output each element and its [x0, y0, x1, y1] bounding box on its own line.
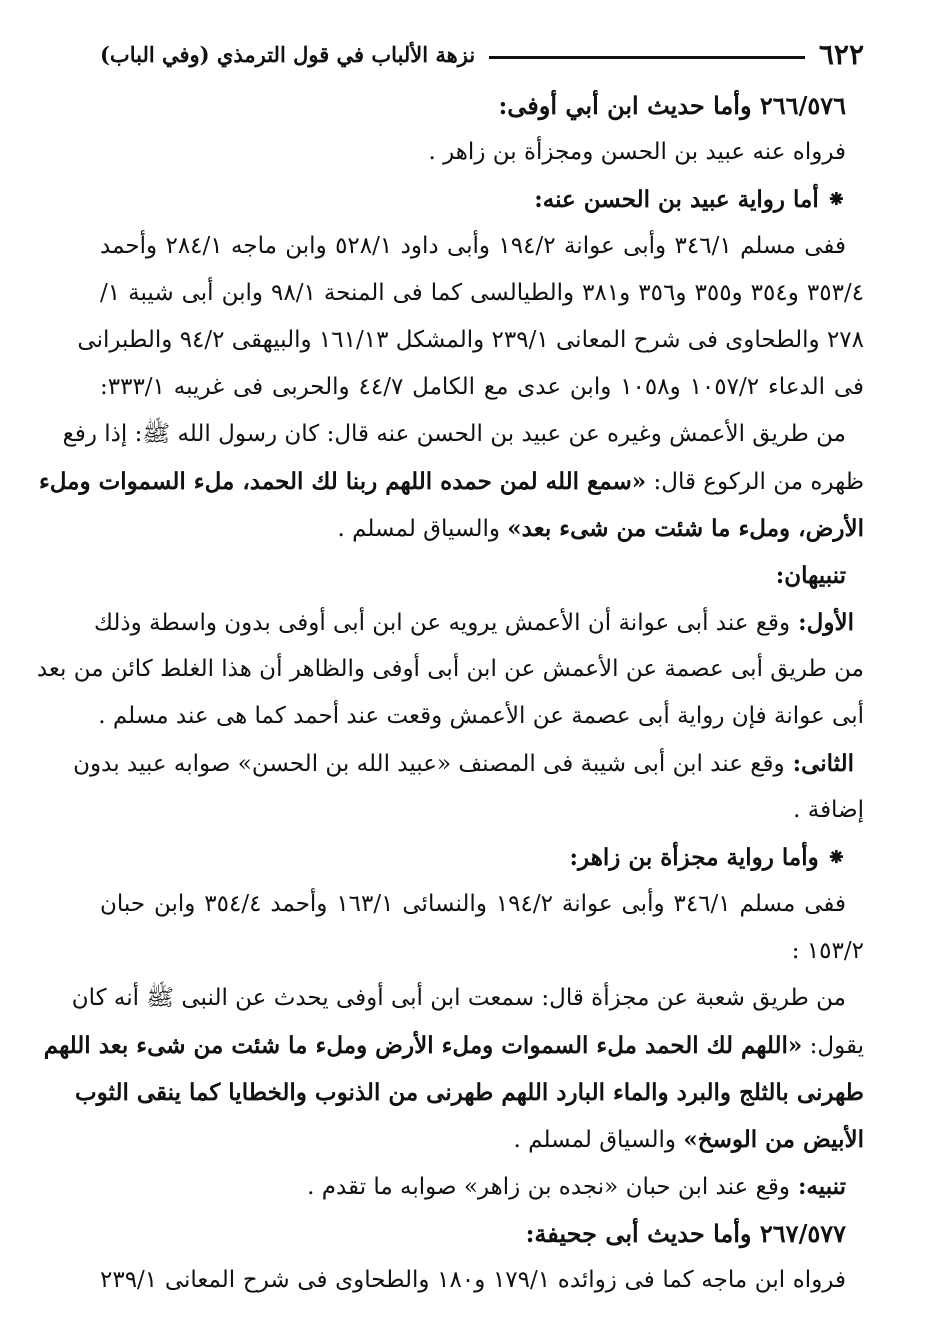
bold-text: الأول:	[790, 609, 854, 636]
bold-text: الأبيض من الوسخ»	[683, 1126, 864, 1153]
text-line: من طريق أبى عصمة عن الأعمش عن ابن أبى أوفى والظاهر أن هذا الغلط كائن من بعد	[36, 656, 864, 682]
text-line: فرواه عنه عبيد بن الحسن ومجزأة بن زاهر .	[428, 139, 846, 165]
bold-text: «سمع الله لمن حمده اللهم ربنا لك الحمد، ملء السموات وملء	[38, 468, 647, 495]
text-line: من طريق الأعمش وغيره عن عبيد بن الحسن عنه قال: كان رسول الله ﷺ: إذا رفع	[62, 421, 846, 447]
page-header	[100, 34, 864, 74]
text-line: ١٥٣/٢ :	[791, 938, 864, 964]
subsection-heading: تنبيهان:	[775, 562, 846, 589]
text-span: وقع عند أبى عوانة أن الأعمش يرويه عن ابن أبى أوفى بدون واسطة وذلك	[93, 610, 791, 636]
text-line	[100, 505, 864, 552]
bold-text: الثانى:	[784, 750, 854, 777]
subsection-heading: ⁕ وأما رواية مجزأة بن زاهر:	[569, 844, 846, 871]
text-line	[100, 1163, 864, 1210]
text-line	[100, 1116, 864, 1163]
text-line: فرواه ابن ماجه كما فى زوائده ١٧٩/١ و١٨٠ والطحاوى فى شرح المعانى ٢٣٩/١	[100, 1267, 846, 1293]
text-line: ففى مسلم ٣٤٦/١ وأبى عوانة ١٩٤/٢ والنسائى ١٦٣/١ وأحمد ٣٥٤/٤ وابن حبان	[100, 891, 847, 917]
text-line: من طريق شعبة عن مجزأة قال: سمعت ابن أبى أوفى يحدث عن النبى ﷺ أنه كان	[71, 985, 846, 1011]
text-span: والسياق لمسلم .	[337, 516, 508, 542]
text-line	[38, 458, 864, 505]
bold-text: الأرض، وملء ما شئت من شىء بعد»	[507, 515, 864, 542]
page-body	[36, 82, 865, 1304]
text-span: وقع عند ابن أبى شيبة فى المصنف «عبيد الله بن الحسن» صوابه عبيد بدون	[73, 751, 785, 777]
page-number: ٦٢٢	[818, 37, 864, 71]
running-title: نزهة الألباب في قول الترمذي (وفي الباب)	[100, 41, 476, 67]
bold-text: «اللهم لك الحمد ملء السموات وملء الأرض وملء ما شئت من شىء بعد اللهم	[43, 1032, 803, 1059]
text-line	[43, 1022, 864, 1069]
text-line: ٣٥٣/٤ و٣٥٤ و٣٥٥ و٣٥٦ و٣٨١ والطيالسى كما فى المنحة ٩٨/١ وابن أبى شيبة ١/	[100, 280, 865, 306]
text-line	[93, 599, 864, 646]
text-span: ظهره من الركوع قال:	[646, 469, 864, 495]
text-line: طهرنى بالثلج والبرد والماء البارد اللهم طهرنى من الذنوب والخطايا كما ينقى الثوب	[74, 1079, 864, 1106]
text-line: إضافة .	[793, 797, 864, 823]
section-heading: ٢٦٧/٥٧٧ وأما حديث أبى جحيفة:	[525, 1219, 846, 1248]
bold-text: تنبيه:	[789, 1173, 846, 1200]
text-line: أبى عوانة فإن رواية أبى عصمة عن الأعمش وقعت عند أحمد كما هى عند مسلم .	[98, 703, 864, 729]
text-line: ٢٧٨ والطحاوى فى شرح المعانى ٢٣٩/١ والمشكل ١٦١/١٣ والبيهقى ٩٤/٢ والطبرانى	[77, 327, 864, 353]
text-line	[73, 740, 864, 787]
header-rule	[489, 56, 805, 59]
text-span: وقع عند ابن حبان «نجده بن زاهر» صوابه ما تقدم .	[307, 1174, 790, 1200]
subsection-heading: ⁕ أما رواية عبيد بن الحسن عنه:	[534, 186, 846, 213]
text-line: فى الدعاء ١٠٥٧/٢ و١٠٥٨ وابن عدى مع الكامل ٤٤/٧ والحربى فى غريبه ٣٣٣/١:	[100, 374, 864, 400]
text-span: يقول:	[802, 1033, 864, 1059]
section-heading: ٢٦٦/٥٧٦ وأما حديث ابن أبي أوفى:	[498, 91, 846, 120]
text-line: ففى مسلم ٣٤٦/١ وأبى عوانة ١٩٤/٢ وأبى داود ٥٢٨/١ وابن ماجه ٢٨٤/١ وأحمد	[100, 233, 847, 259]
text-span: والسياق لمسلم .	[513, 1127, 684, 1153]
